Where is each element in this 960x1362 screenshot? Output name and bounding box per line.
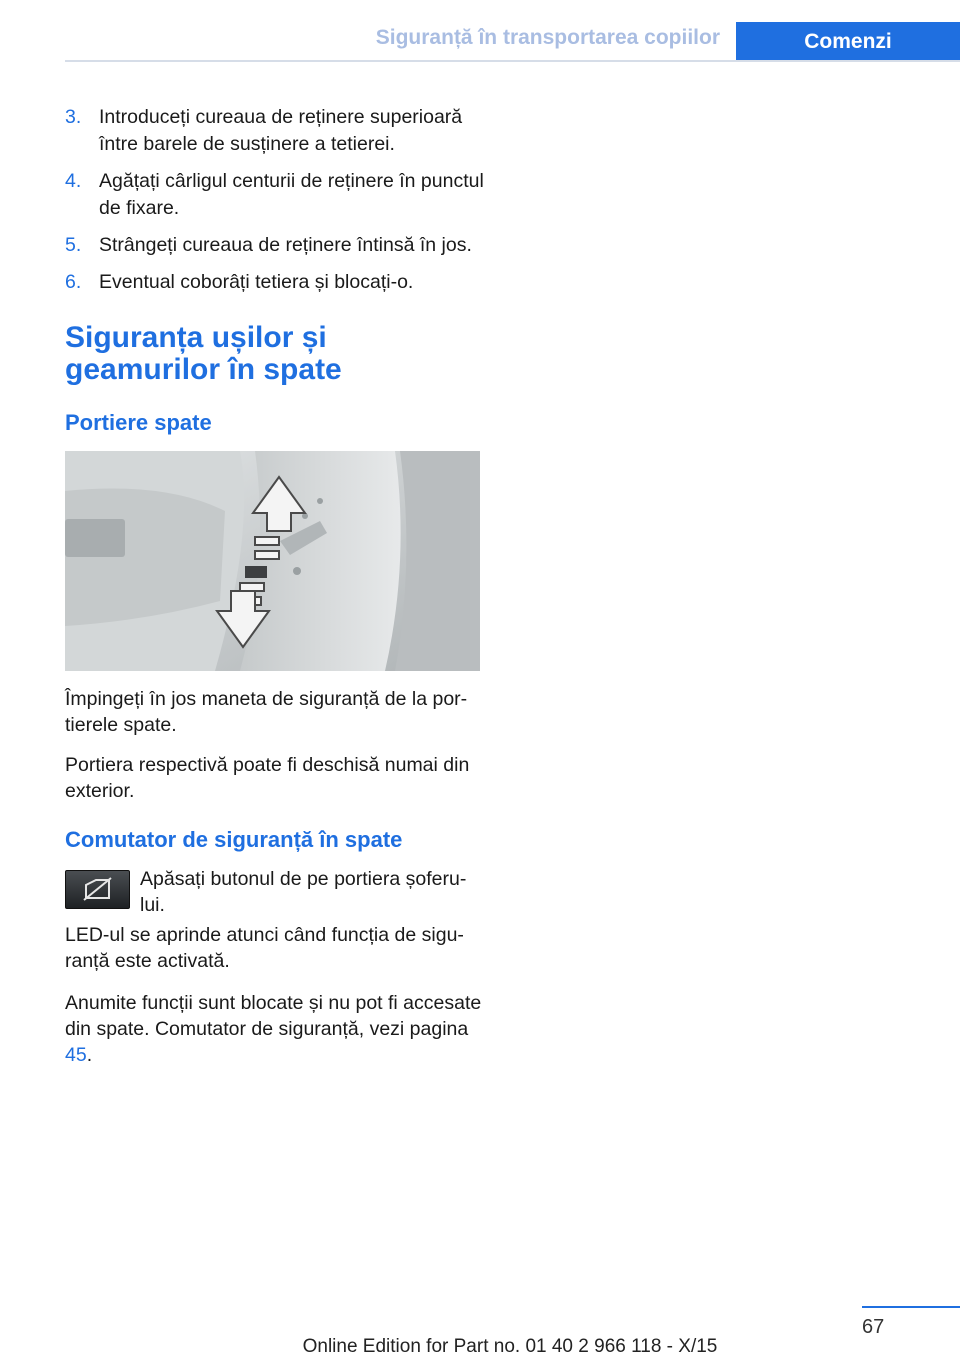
rear-door-illustration [65,451,480,671]
list-item [65,168,485,222]
page-number: 67 [862,1316,885,1338]
footer-divider [862,1306,960,1308]
rear-switch-heading: Comutator de siguranță în spate [65,827,403,852]
header-section-title: Siguranță în transportarea copiilor [375,26,720,49]
list-item [65,104,485,158]
header-tab-comenzi[interactable]: Comenzi [736,22,960,62]
list-item [65,232,485,259]
step-text: Agățați cârligul centurii de reținere în punctul de fixare. [99,170,484,219]
section-title: Siguranța ușilor și geamurilor în spate [65,321,342,386]
footer-edition [0,1336,960,1358]
step-text: Eventual coborâți tetiera și blocați-o. [99,271,414,293]
step-number: 5. [65,234,82,256]
page-45-link[interactable]: 45 [65,1044,87,1066]
rear-doors-heading: Portiere spate [65,410,212,435]
step-number: 3. [65,106,82,128]
window-lock-button-icon [65,870,130,909]
rear-switch-text-3-end: . [86,1044,93,1066]
rear-switch-text-3 [65,990,483,1068]
rear-switch-text-2: LED-ul se aprinde atunci când funcția de siguranță este activată. [65,924,464,972]
step-text: Introduceți cureaua de reținere superioară între barele de susținere a tetierei. [99,106,463,155]
footer-edition-text: Online Edition for Part no. 01 40 2 966 118 - X/15 [302,1336,718,1357]
step-text: Strângeți cureaua de reținere întinsă în jos. [99,234,472,256]
rear-doors-text-1: Împingeți în jos maneta de siguranță de la portierele spate. [65,688,468,736]
rear-switch-text-1: Apăsați butonul de pe portiera șoferului. [140,868,467,916]
step-number: 4. [65,170,82,192]
window-lock-icon [66,871,129,908]
rear-switch-text-3-start: Anumite funcții sunt blocate și nu pot fi accesate din spate. Comutator de siguranță, vezi pagina [65,992,482,1040]
step-number: 6. [65,271,82,293]
rear-doors-text-2: Portiera respectivă poate fi deschisă numai din exterior. [65,754,470,802]
instruction-steps [65,104,485,306]
list-item [65,269,485,296]
rear-door-lock-photo [65,451,480,671]
header-divider [65,60,960,62]
